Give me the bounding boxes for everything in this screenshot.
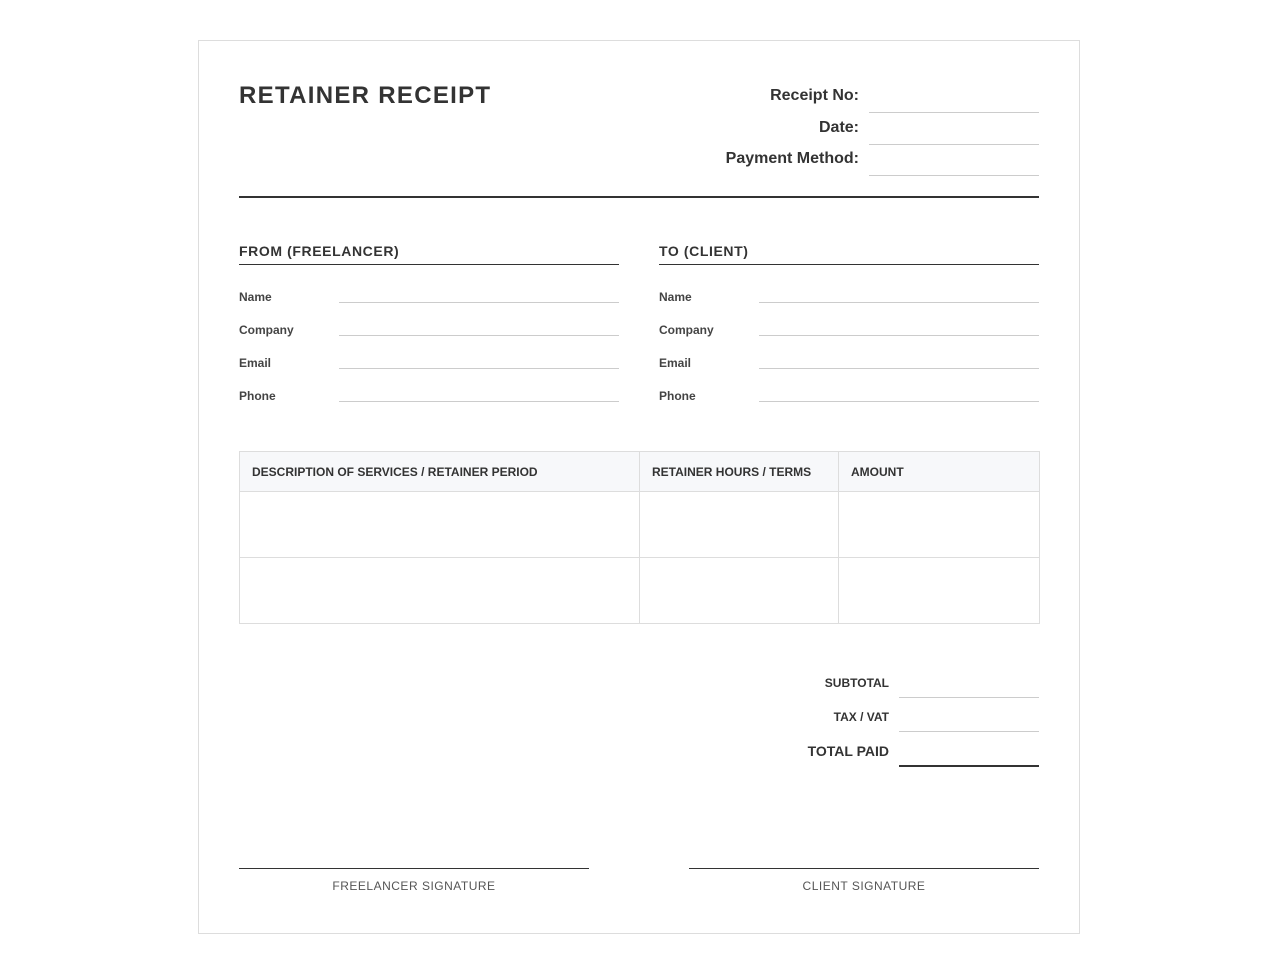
- payment-method-field[interactable]: [869, 175, 1039, 176]
- from-phone-label: Phone: [239, 389, 276, 403]
- from-heading: FROM (FREELANCER): [239, 241, 619, 265]
- tax-vat-row: [739, 698, 1039, 732]
- freelancer-signature-label: FREELANCER SIGNATURE: [332, 879, 496, 893]
- receipt-number-row: [599, 81, 1039, 113]
- freelancer-signature-block: [239, 868, 589, 893]
- amount-cell[interactable]: [839, 492, 1040, 558]
- date-row: [599, 113, 1039, 145]
- from-name-row: [239, 268, 619, 304]
- date-label: Date:: [818, 119, 859, 136]
- to-name-row: [659, 268, 1039, 304]
- to-email-row: [659, 334, 1039, 370]
- amount-cell[interactable]: [839, 558, 1040, 624]
- total-paid-field[interactable]: [899, 765, 1039, 767]
- to-company-label: Company: [659, 323, 714, 337]
- header-divider: [239, 196, 1039, 198]
- receipt-sheet: [198, 40, 1080, 934]
- hours-terms-column-header: RETAINER HOURS / TERMS: [640, 452, 839, 492]
- tax-vat-field[interactable]: [899, 731, 1039, 732]
- from-freelancer-section: [239, 241, 619, 403]
- client-signature-line[interactable]: [689, 868, 1039, 869]
- to-phone-field[interactable]: [759, 401, 1039, 402]
- subtotal-row: [739, 664, 1039, 698]
- from-name-label: Name: [239, 290, 272, 304]
- amount-column-header: AMOUNT: [839, 452, 1040, 492]
- tax-vat-label: TAX / VAT: [833, 710, 889, 724]
- from-email-row: [239, 334, 619, 370]
- payment-method-label: Payment Method:: [725, 150, 859, 167]
- payment-method-row: [599, 144, 1039, 176]
- to-phone-row: [659, 367, 1039, 403]
- description-cell[interactable]: [240, 558, 640, 624]
- to-heading: TO (CLIENT): [659, 241, 1039, 265]
- from-phone-field[interactable]: [339, 401, 619, 402]
- to-email-label: Email: [659, 356, 692, 370]
- document-title: RETAINER RECEIPT: [239, 82, 492, 109]
- from-company-label: Company: [239, 323, 294, 337]
- total-paid-row: [739, 733, 1039, 767]
- to-phone-label: Phone: [659, 389, 696, 403]
- client-signature-block: [689, 868, 1039, 893]
- table-header-row: [240, 452, 1040, 492]
- to-name-label: Name: [659, 290, 692, 304]
- description-column-header: DESCRIPTION OF SERVICES / RETAINER PERIOD: [240, 452, 640, 492]
- from-phone-row: [239, 367, 619, 403]
- from-email-label: Email: [239, 356, 272, 370]
- total-paid-label: TOTAL PAID: [807, 743, 889, 759]
- freelancer-signature-line[interactable]: [239, 868, 589, 869]
- services-table: [239, 451, 1040, 624]
- description-cell[interactable]: [240, 492, 640, 558]
- table-row: [240, 558, 1040, 624]
- hours-terms-cell[interactable]: [640, 492, 839, 558]
- from-company-row: [239, 301, 619, 337]
- to-client-section: [659, 241, 1039, 403]
- hours-terms-cell[interactable]: [640, 558, 839, 624]
- client-signature-label: CLIENT SIGNATURE: [802, 879, 926, 893]
- table-row: [240, 492, 1040, 558]
- subtotal-label: SUBTOTAL: [824, 676, 889, 690]
- to-company-row: [659, 301, 1039, 337]
- receipt-number-label: Receipt No:: [770, 87, 859, 104]
